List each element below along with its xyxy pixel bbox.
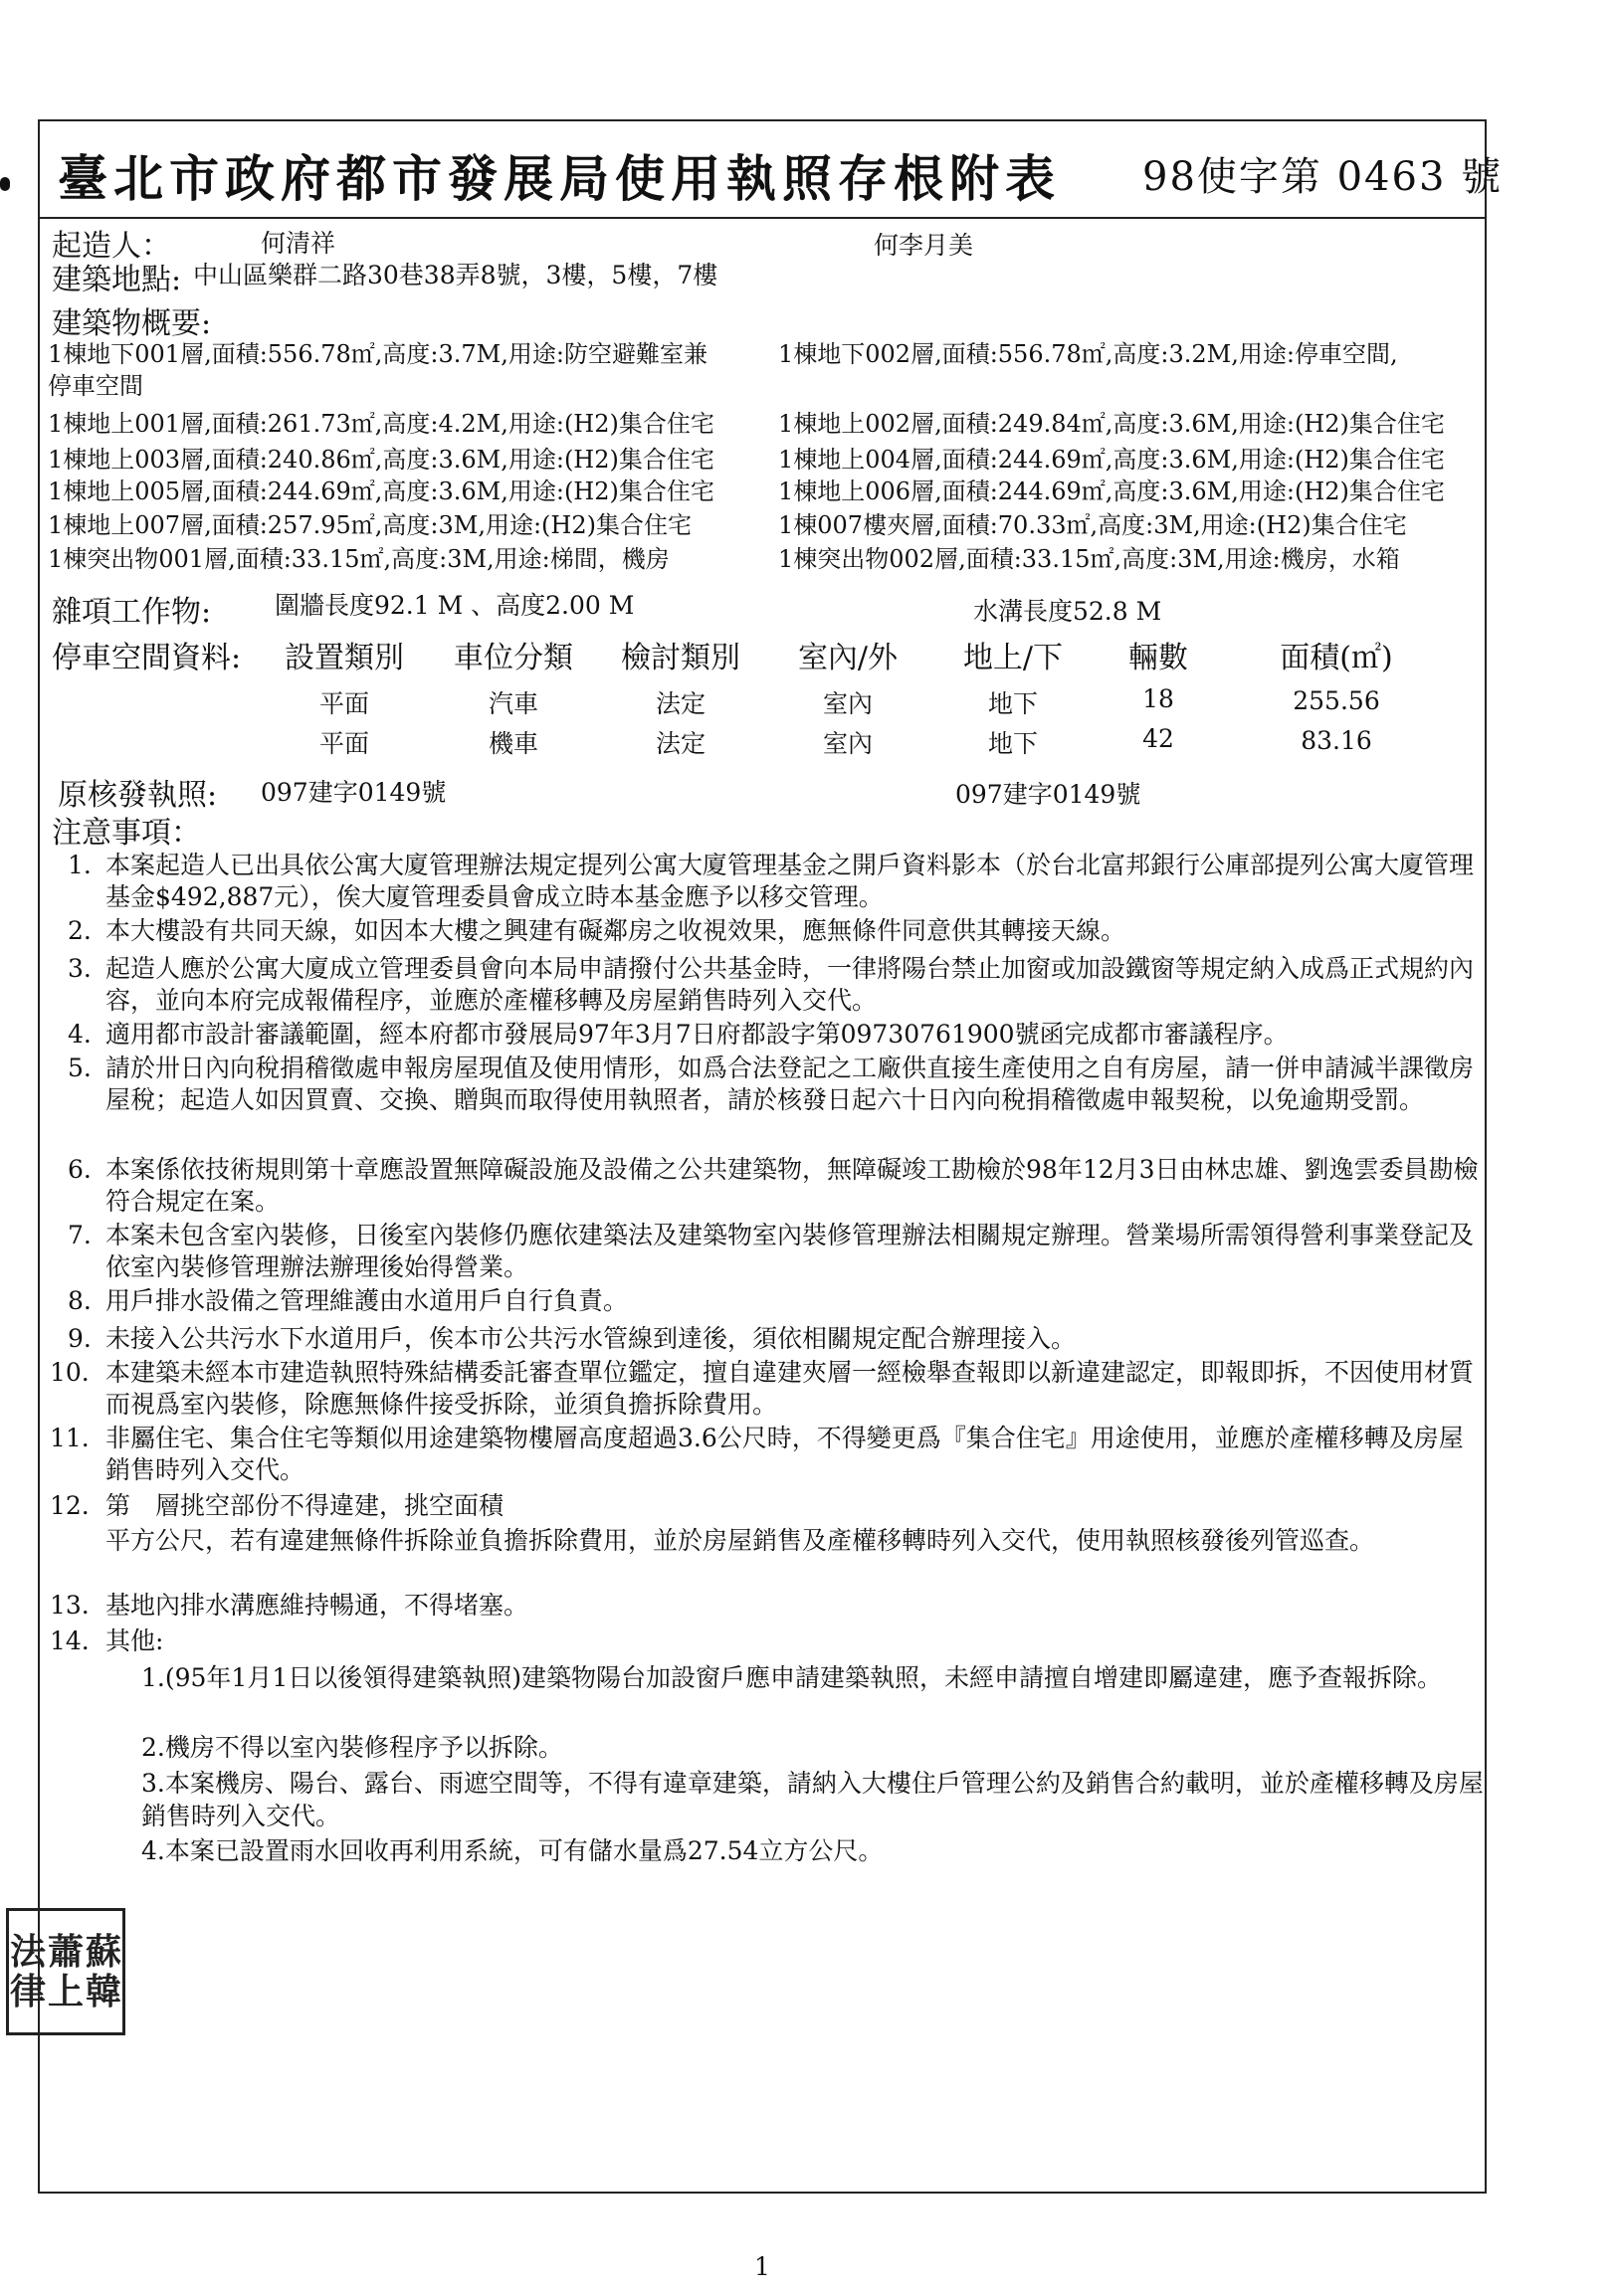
note-number: 7. (68, 1221, 92, 1249)
page-title: 臺北市政府都市發展局使用執照存根附表 (58, 149, 1061, 208)
note-text: 適用都市設計審議範圍，經本府都市發展局97年3月7日府都設字第09730761900號函完成都市審議程序。 (105, 1020, 1289, 1049)
note-text: 未接入公共污水下水道用戶，俟本市公共污水管線到達後，須依相關規定配合辦理接入。 (105, 1324, 1077, 1353)
note-number: 1. (68, 851, 92, 879)
parking-header-area: 面積(㎡) (1280, 641, 1393, 675)
overview-left-2: 停車空間 (48, 372, 143, 400)
overview-label: 建築物概要: (52, 306, 212, 341)
note-item-10 (50, 1357, 1487, 1421)
note-number: 10. (50, 1358, 90, 1387)
overview-left-6: 1棟地上007層,面積:257.95㎡,高度:3M,用途:(H2)集合住宅 (48, 511, 692, 539)
note-text: 本案係依技術規則第十章應設置無障礙設施及設備之公共建築物，無障礙竣工勘檢於98年12月3日由林忠雄、劉逸雲委員勘檢符合規定在案。 (105, 1155, 1479, 1216)
header-divider (38, 217, 1487, 219)
note-item-9 (68, 1323, 1487, 1355)
seal-char: 蘇 (85, 1931, 121, 1973)
seal-char: 法 (9, 1931, 46, 1973)
parking-row-1-class: 汽車 (488, 689, 538, 718)
original-permit-value-1: 097建字0149號 (261, 778, 447, 807)
applicant-name-1: 何清祥 (261, 229, 336, 258)
overview-right-5: 1棟007樓夾層,面積:70.33㎡,高度:3M,用途:(H2)集合住宅 (778, 511, 1407, 539)
note-item-11 (50, 1423, 1487, 1486)
note-item-8 (68, 1285, 1487, 1317)
note-item-3 (68, 953, 1487, 1017)
note-item-5 (68, 1052, 1487, 1116)
note-item-1 (68, 850, 1487, 913)
other-item-4: 4.本案已設置雨水回收再利用系統，可有儲水量爲27.54立方公尺。 (141, 1836, 884, 1865)
seal-char: 蕭 (47, 1931, 84, 1973)
note-text: 本建築未經本市建造執照特殊結構委託審查單位鑑定，擅自違建夾層一經檢舉查報即以新違建認定，即報即拆，不因使用材質而視爲室內裝修，除應無條件接受拆除，並須負擔拆除費用。 (105, 1358, 1475, 1419)
parking-header-count: 輛數 (1128, 641, 1188, 675)
note-number: 11. (50, 1424, 90, 1452)
applicant-label: 起造人： (52, 229, 171, 264)
note-number: 3. (68, 954, 92, 983)
parking-header-class: 車位分類 (454, 641, 573, 675)
official-seal-stamp (6, 1908, 125, 2035)
misc-works-item-1: 圍牆長度92.1 M 、高度2.00 M (275, 591, 635, 620)
note-number: 8. (68, 1286, 92, 1315)
note-text: 基地內排水溝應維持暢通，不得堵塞。 (105, 1591, 529, 1620)
other-item-3: 3.本案機房、陽台、露台、雨遮空間等，不得有違章建築，請納入大樓住戶管理公約及銷售合約載明，並於產權移轉及房屋銷售時列入交代。 (141, 1769, 1484, 1830)
seal-char: 上 (47, 1971, 84, 2012)
overview-right-1: 1棟地下002層,面積:556.78㎡,高度:3.2M,用途:停車空間, (778, 340, 1398, 368)
parking-row-2-level: 地下 (987, 729, 1038, 758)
parking-row-1-type: 平面 (318, 689, 369, 718)
parking-header-level: 地上/下 (962, 641, 1064, 675)
note-text: 本大樓設有共同天線，如因本大樓之興建有礙鄰房之收視效果，應無條件同意供其轉接天線。 (105, 916, 1126, 945)
note-number: 5. (68, 1053, 92, 1082)
seal-char: 律 (9, 1971, 46, 2012)
overview-right-3: 1棟地上004層,面積:244.69㎡,高度:3.6M,用途:(H2)集合住宅 (778, 446, 1445, 474)
note-number: 6. (68, 1155, 92, 1184)
note-item-7 (68, 1220, 1487, 1283)
parking-label: 停車空間資料: (52, 641, 242, 675)
note-text: 其他: (105, 1626, 164, 1655)
note-item-2 (68, 915, 1487, 947)
parking-row-1-review: 法定 (655, 689, 706, 718)
parking-row-2-indoor: 室內 (822, 729, 873, 758)
note-number: 2. (68, 916, 92, 945)
note-text: 用戶排水設備之管理維護由水道用戶自行負責。 (105, 1286, 629, 1315)
parking-header-type: 設置類別 (285, 641, 404, 675)
note-item-6 (68, 1154, 1487, 1218)
note-item-12-continuation: 平方公尺，若有違建無條件拆除並負擔拆除費用，並於房屋銷售及產權移轉時列入交代，使用執照核發後列管巡查。 (105, 1526, 1375, 1555)
notes-label: 注意事項： (52, 816, 201, 851)
note-text: 請於卅日內向稅捐稽徵處申報房屋現值及使用情形，如爲合法登記之工廠供直接生產使用之自有房屋，請一併申請減半課徵房屋稅；起造人如因買賣、交換、贈與而取得使用執照者，請於核發日起六十日內向稅捐稽徵處申報契稅，以免逾期受罰。 (105, 1053, 1475, 1114)
scan-mark (0, 177, 10, 191)
page-number: 1 (754, 2252, 770, 2281)
note-text: 起造人應於公寓大廈成立管理委員會向本局申請撥付公共基金時，一律將陽台禁止加窗或加設鐵窗等規定納入成爲正式規約內容，並向本府完成報備程序，並應於產權移轉及房屋銷售時列入交代。 (105, 954, 1475, 1015)
overview-left-7: 1棟突出物001層,面積:33.15㎡,高度:3M,用途:梯間，機房 (48, 545, 670, 573)
parking-row-2-class: 機車 (488, 729, 538, 758)
note-number: 4. (68, 1020, 92, 1049)
parking-row-2-type: 平面 (318, 729, 369, 758)
address-value: 中山區樂群二路30巷38弄8號，3樓，5樓，7樓 (193, 261, 718, 289)
misc-works-item-2: 水溝長度52.8 M (973, 597, 1162, 626)
misc-works-label: 雜項工作物: (52, 595, 212, 630)
parking-row-2-review: 法定 (655, 729, 706, 758)
address-label: 建築地點: (52, 263, 182, 297)
original-permit-value-2: 097建字0149號 (955, 780, 1141, 809)
note-number: 9. (68, 1324, 92, 1353)
overview-right-4: 1棟地上006層,面積:244.69㎡,高度:3.6M,用途:(H2)集合住宅 (778, 478, 1445, 505)
note-number: 13. (50, 1591, 90, 1620)
note-item-4 (68, 1019, 1487, 1051)
permit-number: 98使字第 0463 號 (1142, 154, 1504, 200)
parking-row-1-level: 地下 (987, 689, 1038, 718)
parking-row-2-area: 83.16 (1301, 726, 1372, 755)
overview-right-6: 1棟突出物002層,面積:33.15㎡,高度:3M,用途:機房，水箱 (778, 545, 1400, 573)
note-number: 12. (50, 1491, 90, 1520)
other-item-1: 1.(95年1月1日以後領得建築執照)建築物陽台加設窗戶應申請建築執照，未經申請擅自增建即屬違建，應予查報拆除。 (141, 1663, 1442, 1692)
parking-row-2-count: 42 (1142, 724, 1174, 753)
note-text: 第 層挑空部份不得違建，挑空面積 (105, 1491, 505, 1520)
parking-header-review: 檢討類別 (621, 641, 740, 675)
applicant-name-2: 何李月美 (874, 231, 974, 260)
note-text: 本案起造人已出具依公寓大廈管理辦法規定提列公寓大廈管理基金之開戶資料影本（於台北富邦銀行公庫部提列公寓大廈管理基金$492,887元），俟大廈管理委員會成立時本基金應予以移交管理。 (105, 851, 1475, 911)
parking-row-1-indoor: 室內 (822, 689, 873, 718)
note-text: 非屬住宅、集合住宅等類似用途建築物樓層高度超過3.6公尺時，不得變更爲『集合住宅』用途使用，並應於產權移轉及房屋銷售時列入交代。 (105, 1424, 1464, 1484)
overview-right-2: 1棟地上002層,面積:249.84㎡,高度:3.6M,用途:(H2)集合住宅 (778, 410, 1445, 438)
parking-header-indoor: 室內/外 (797, 641, 899, 675)
parking-row-1-area: 255.56 (1293, 686, 1380, 715)
original-permit-label: 原核發執照: (58, 778, 218, 813)
other-item-2: 2.機房不得以室內裝修程序予以拆除。 (141, 1733, 563, 1762)
overview-left-5: 1棟地上005層,面積:244.69㎡,高度:3.6M,用途:(H2)集合住宅 (48, 478, 714, 505)
note-item-12 (50, 1490, 1487, 1522)
note-number: 14. (50, 1626, 90, 1655)
note-item-13 (50, 1590, 1487, 1622)
overview-left-3: 1棟地上001層,面積:261.73㎡,高度:4.2M,用途:(H2)集合住宅 (48, 410, 714, 438)
overview-left-4: 1棟地上003層,面積:240.86㎡,高度:3.6M,用途:(H2)集合住宅 (48, 446, 714, 474)
note-item-14 (50, 1626, 1487, 1657)
seal-char: 韓 (85, 1971, 121, 2012)
overview-left-1: 1棟地下001層,面積:556.78㎡,高度:3.7M,用途:防空避難室兼 (48, 340, 707, 368)
note-text: 本案未包含室內裝修，日後室內裝修仍應依建築法及建築物室內裝修管理辦法相關規定辦理。營業場所需領得營利事業登記及依室內裝修管理辦法辦理後始得營業。 (105, 1221, 1475, 1281)
parking-row-1-count: 18 (1142, 684, 1174, 713)
